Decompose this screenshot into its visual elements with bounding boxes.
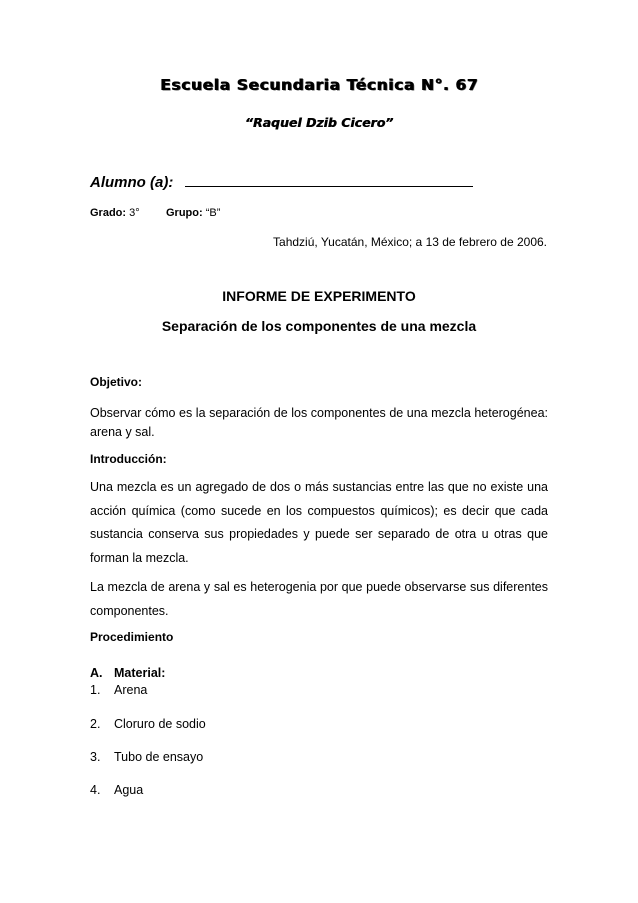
list-item: [90, 783, 143, 797]
grado-label: Grado:: [90, 207, 127, 219]
school-motto: “Raquel Dzib Cicero”: [244, 115, 394, 130]
material-label: Material:: [114, 666, 166, 680]
material-heading: [90, 666, 165, 680]
grado-field: [90, 207, 140, 219]
place-date: Tahdziú, Yucatán, México; a 13 de febrero de 2006.: [273, 235, 547, 249]
list-item-number: 2.: [90, 717, 101, 731]
student-name-line: [185, 172, 473, 187]
student-label: Alumno (a):: [90, 174, 174, 191]
objective-label: Objetivo:: [90, 375, 143, 389]
list-item-text: Cloruro de sodio: [114, 717, 206, 731]
student-row: [90, 172, 473, 191]
introduction-paragraph-1: Una mezcla es un agregado de dos o más sustancias entre las que no existe una acción química (como sucede en los compuestos químicos); es decir que cada sustancia conserva sus propiedades y puede ser separado de otra u otras que forman la mezcla.: [90, 480, 548, 565]
experiment-title: Separación de los componentes de una mezcla: [161, 318, 477, 334]
list-item-number: 3.: [90, 750, 101, 764]
list-item-text: Agua: [114, 783, 144, 797]
list-item: [90, 750, 203, 764]
material-marker: A.: [90, 666, 103, 680]
grupo-field: [166, 207, 220, 219]
list-item-text: Arena: [114, 683, 148, 697]
objective-text: Observar cómo es la separación de los componentes de una mezcla heterogénea: arena y sal.: [90, 406, 548, 439]
grupo-value: “B”: [205, 207, 221, 219]
list-item-number: 1.: [90, 683, 101, 697]
report-title: INFORME DE EXPERIMENTO: [222, 288, 416, 304]
list-item: [90, 717, 206, 731]
grado-value: 3°: [129, 207, 140, 219]
list-item: [90, 683, 147, 697]
school-name: Escuela Secundaria Técnica N°. 67: [159, 76, 478, 94]
introduction-paragraph-2: La mezcla de arena y sal es heterogenia por que puede observarse sus diferentes componentes.: [90, 580, 548, 618]
list-item-text: Tubo de ensayo: [114, 750, 204, 764]
grupo-label: Grupo:: [166, 207, 203, 219]
list-item-number: 4.: [90, 783, 101, 797]
introduction-label: Introducción:: [90, 452, 167, 466]
procedure-label: Procedimiento: [90, 630, 174, 644]
